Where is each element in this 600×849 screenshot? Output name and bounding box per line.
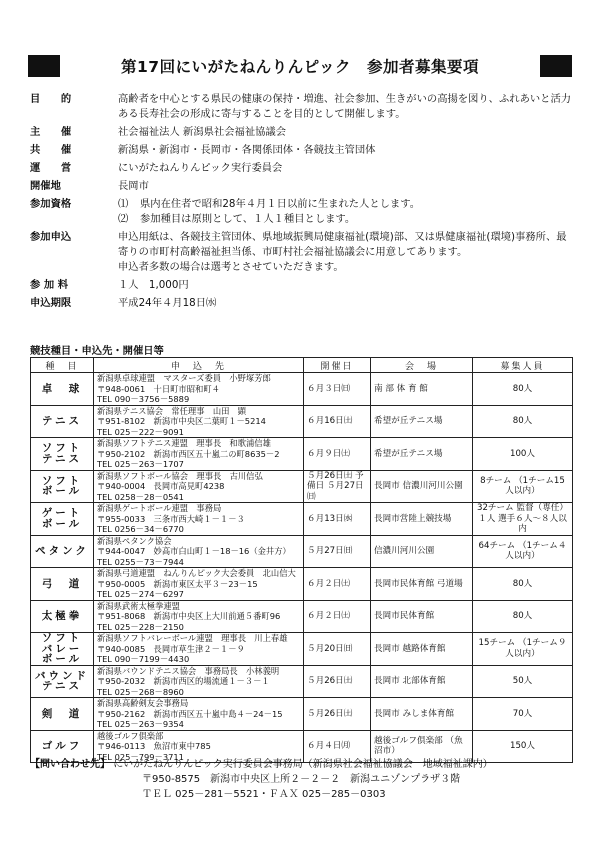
- info-section: [30, 92, 575, 314]
- event-name-cell: ゴルフ: [31, 730, 94, 763]
- table-row: [31, 633, 573, 666]
- venue-cell: 長岡市 信濃川河川公園: [371, 470, 473, 503]
- table-row: [31, 665, 573, 698]
- application-line: 新潟県ソフトボール協会 理事長 古川信弘: [97, 470, 263, 481]
- application-cell: [94, 470, 304, 503]
- application-line: 〒950-2102 新潟市西区五十嵐二の町8635－2: [97, 448, 280, 459]
- contact-address: 〒950-8575 新潟市中央区上所２－２－２ 新潟ユニゾンプラザ３階: [142, 774, 461, 785]
- decor-block-left: [28, 55, 60, 77]
- eligibility-text: 県内在住者で昭和28年４月１日以前に生まれた人とします。: [140, 198, 420, 210]
- events-table: [30, 357, 573, 763]
- eligibility-num: ⑵: [118, 213, 129, 225]
- venue-cell: 南 部 体 育 館: [371, 373, 473, 406]
- event-name-cell: テニス: [31, 405, 94, 438]
- application-line: 〒950-2162 新潟市西区五十嵐中島４－24－15: [97, 708, 283, 719]
- event-name-cell: ペタンク: [31, 535, 94, 568]
- application-text2: 申込者多数の場合は選考とさせていただきます。: [118, 261, 344, 273]
- organizer-label: 主 催: [30, 126, 72, 138]
- application-line: 新潟県ソフトバレーボール連盟 理事長 川上春雄: [97, 633, 288, 643]
- application-row: [30, 230, 575, 275]
- cosponsor-text: 新潟県・新潟市・長岡市・各関係団体・各競技主管団体: [118, 144, 376, 156]
- application-cell: [94, 698, 304, 731]
- application-line: 〒951-8068 新潟市中央区上大川前通５番町96: [97, 611, 281, 621]
- application-line: TEL 090－3756－5889: [97, 394, 190, 404]
- application-line: 〒946-0113 魚沼市東中785: [97, 741, 211, 751]
- event-name-cell: ソフト ボール: [31, 470, 94, 503]
- capacity-cell: 80人: [473, 405, 573, 438]
- eligibility-text: 参加種目は原則として、１人１種目とします。: [140, 213, 356, 225]
- application-line: 〒944-0047 妙高市白山町１－18－16（金井方）: [97, 546, 291, 556]
- contact-section: [30, 757, 575, 802]
- application-line: 新潟県弓道連盟 ねんりんピック大会委員 北山信大: [97, 568, 296, 578]
- application-line: 〒940-0085 長岡市草生津２－１－９: [97, 643, 245, 654]
- application-line: 新潟県卓球連盟 マスターズ委員 小野塚芳郎: [97, 373, 271, 383]
- venue-cell: 長岡市民体育館 弓道場: [371, 568, 473, 601]
- date-cell: ６月13日㈬: [304, 503, 371, 536]
- deadline-label: 申込期限: [30, 297, 72, 309]
- application-line: 〒940-0004 長岡市高見町4238: [97, 481, 225, 491]
- venue-cell: 越後ゴルフ倶楽部 （魚沼市）: [371, 730, 473, 763]
- application-line: 新潟県ペタンク協会: [97, 535, 172, 546]
- application-cell: [94, 633, 304, 666]
- capacity-cell: 32チーム 監督（専任）１人 選手６人～８人以内: [473, 503, 573, 536]
- cosponsor-label: 共 催: [30, 144, 72, 156]
- application-line: 〒955-0033 三条市西大崎１－１－３: [97, 513, 245, 524]
- organizer-text: 社会福祉法人 新潟県社会福祉協議会: [118, 126, 287, 138]
- contact-org: にいがたねんりんピック実行委員会事務局（新潟県社会福祉協議会 地域福祉課内）: [113, 759, 493, 770]
- application-cell: [94, 405, 304, 438]
- venue-cell: 希望が丘テニス場: [371, 405, 473, 438]
- application-line: 新潟県ゲートボール連盟 事務局: [97, 503, 222, 513]
- date-cell: ６月４日㈪: [304, 730, 371, 763]
- application-line: TEL 025－268－8960: [97, 686, 184, 697]
- contact-phone: ＴＥＬ 025－281－5521・ＦＡＸ 025－285－0303: [142, 789, 386, 800]
- eligibility-row: [30, 197, 575, 227]
- capacity-cell: 70人: [473, 698, 573, 731]
- date-cell: ５月26日㈯ 予備日 ５月27日㈰: [304, 470, 371, 503]
- application-line: TEL 025－274－6297: [97, 589, 184, 599]
- application-line: TEL 025－222－9091: [97, 426, 184, 437]
- application-line: TEL 025－263－9354: [97, 719, 184, 729]
- application-cell: [94, 503, 304, 536]
- application-line: TEL 025－263－1707: [97, 459, 184, 469]
- application-line: 新潟県武術太極拳連盟: [97, 600, 180, 611]
- fee-label: 参 加 料: [30, 279, 69, 291]
- venue-cell: 希望が丘テニス場: [371, 438, 473, 471]
- date-cell: ５月26日㈯: [304, 698, 371, 731]
- deadline-row: [30, 296, 575, 311]
- event-name-cell: ソフト バレー ボール: [31, 633, 94, 666]
- application-text: 申込用紙は、各競技主管団体、県地域振興局健康福祉(環境)部、又は県健康福祉(環境)事務所、最寄りの市町村高齢福祉担当係、市町村社会福祉協議会に用意してあります。: [118, 231, 567, 258]
- header-date: 開催日: [304, 358, 371, 373]
- eligibility-label: 参加資格: [30, 198, 72, 210]
- event-name-cell: ソフト テニス: [31, 438, 94, 471]
- application-line: TEL 0255－73－7944: [97, 556, 184, 567]
- purpose-label: 目 的: [30, 93, 72, 105]
- application-line: 〒950-2032 新潟市西区的場流通１－３－１: [97, 676, 270, 686]
- application-line: 〒950-0005 新潟市東区太平３－23－15: [97, 578, 258, 589]
- page-title: 第17回にいがたねんりんピック 参加者募集要項: [121, 58, 479, 76]
- date-cell: ５月26日㈯: [304, 665, 371, 698]
- management-label: 運 営: [30, 162, 72, 174]
- date-cell: ５月20日㈰: [304, 633, 371, 666]
- venue-label: 開催地: [30, 180, 61, 192]
- header-event: 種 目: [31, 358, 94, 373]
- purpose-row: [30, 92, 575, 122]
- eligibility-num: ⑴: [118, 198, 129, 210]
- table-row: [31, 373, 573, 406]
- application-line: 越後ゴルフ倶楽部: [97, 730, 164, 741]
- venue-cell: 長岡市民体育館: [371, 600, 473, 633]
- table-header-row: [31, 358, 573, 373]
- venue-cell: 長岡市 越路体育館: [371, 633, 473, 666]
- header-venue: 会 場: [371, 358, 473, 373]
- organizer-row: [30, 125, 575, 140]
- table-row: [31, 470, 573, 503]
- capacity-cell: 64チーム （1チーム４人以内）: [473, 535, 573, 568]
- application-line: 〒948-0061 十日町市昭和町４: [97, 383, 220, 394]
- application-cell: [94, 665, 304, 698]
- capacity-cell: 150人: [473, 730, 573, 763]
- application-line: 新潟県高齢剣友会事務局: [97, 698, 189, 708]
- application-cell: [94, 600, 304, 633]
- event-name-cell: 剣 道: [31, 698, 94, 731]
- event-name-cell: 卓 球: [31, 373, 94, 406]
- event-name-cell: 太極拳: [31, 600, 94, 633]
- fee-text: １人 1,000円: [118, 279, 189, 291]
- application-line: 新潟県ソフトテニス連盟 理事長 和歌浦信雄: [97, 438, 271, 448]
- capacity-cell: 50人: [473, 665, 573, 698]
- table-row: [31, 438, 573, 471]
- application-label: 参加申込: [30, 231, 72, 243]
- table-row: [31, 405, 573, 438]
- application-cell: [94, 373, 304, 406]
- date-cell: ６月２日㈯: [304, 568, 371, 601]
- header-capacity: 募集人員: [473, 358, 573, 373]
- application-line: TEL 025－799－3711: [97, 751, 184, 762]
- venue-row: [30, 179, 575, 194]
- capacity-cell: 15チーム （1チーム９人以内）: [473, 633, 573, 666]
- application-cell: [94, 535, 304, 568]
- application-line: 新潟県バウンドテニス協会 事務局長 小林義明: [97, 665, 280, 676]
- table-row: [31, 503, 573, 536]
- cosponsor-row: [30, 143, 575, 158]
- date-cell: ６月２日㈯: [304, 600, 371, 633]
- capacity-cell: 100人: [473, 438, 573, 471]
- event-name-cell: 弓 道: [31, 568, 94, 601]
- capacity-cell: 80人: [473, 568, 573, 601]
- management-text: にいがたねんりんピック実行委員会: [118, 162, 283, 174]
- contact-label: 【問い合わせ先】: [30, 759, 110, 770]
- application-line: 〒951-8102 新潟市中央区二葉町１－5214: [97, 416, 266, 426]
- application-line: TEL 0256－34－6770: [97, 524, 184, 534]
- venue-cell: 長岡市 北部体育館: [371, 665, 473, 698]
- header-application: 申 込 先: [94, 358, 304, 373]
- table-row: [31, 535, 573, 568]
- date-cell: ５月27日㈰: [304, 535, 371, 568]
- title-bar: [28, 52, 572, 80]
- table-row: [31, 600, 573, 633]
- capacity-cell: 8チーム （1チーム15人以内）: [473, 470, 573, 503]
- venue-cell: 信濃川河川公園: [371, 535, 473, 568]
- date-cell: ６月３日㈰: [304, 373, 371, 406]
- event-name-cell: ゲート ボール: [31, 503, 94, 536]
- application-cell: [94, 438, 304, 471]
- application-line: TEL 025－228－2150: [97, 621, 184, 632]
- fee-row: [30, 278, 575, 293]
- venue-cell: 長岡市 みしま体育館: [371, 698, 473, 731]
- management-row: [30, 161, 575, 176]
- date-cell: ６月９日㈯: [304, 438, 371, 471]
- deadline-text: 平成24年４月18日㈬: [118, 297, 217, 309]
- decor-block-right: [540, 55, 572, 77]
- application-line: TEL 090－7199－4430: [97, 654, 190, 664]
- application-cell: [94, 568, 304, 601]
- application-line: 新潟県テニス協会 常任理事 山田 顕: [97, 405, 247, 416]
- venue-text: 長岡市: [118, 180, 149, 192]
- capacity-cell: 80人: [473, 600, 573, 633]
- table-row: [31, 568, 573, 601]
- date-cell: ６月16日㈯: [304, 405, 371, 438]
- venue-cell: 長岡市営陸上競技場: [371, 503, 473, 536]
- purpose-text: 高齢者を中心とする県民の健康の保持・増進、社会参加、生きがいの高揚を図り、ふれあいと活力ある長寿社会の形成に寄与することを目的として開催します。: [118, 93, 572, 120]
- application-line: TEL 0258－28－0541: [97, 491, 184, 502]
- capacity-cell: 80人: [473, 373, 573, 406]
- event-name-cell: バウンド テニス: [31, 665, 94, 698]
- table-title: 競技種目・申込先・開催日等: [30, 345, 164, 357]
- table-row: [31, 698, 573, 731]
